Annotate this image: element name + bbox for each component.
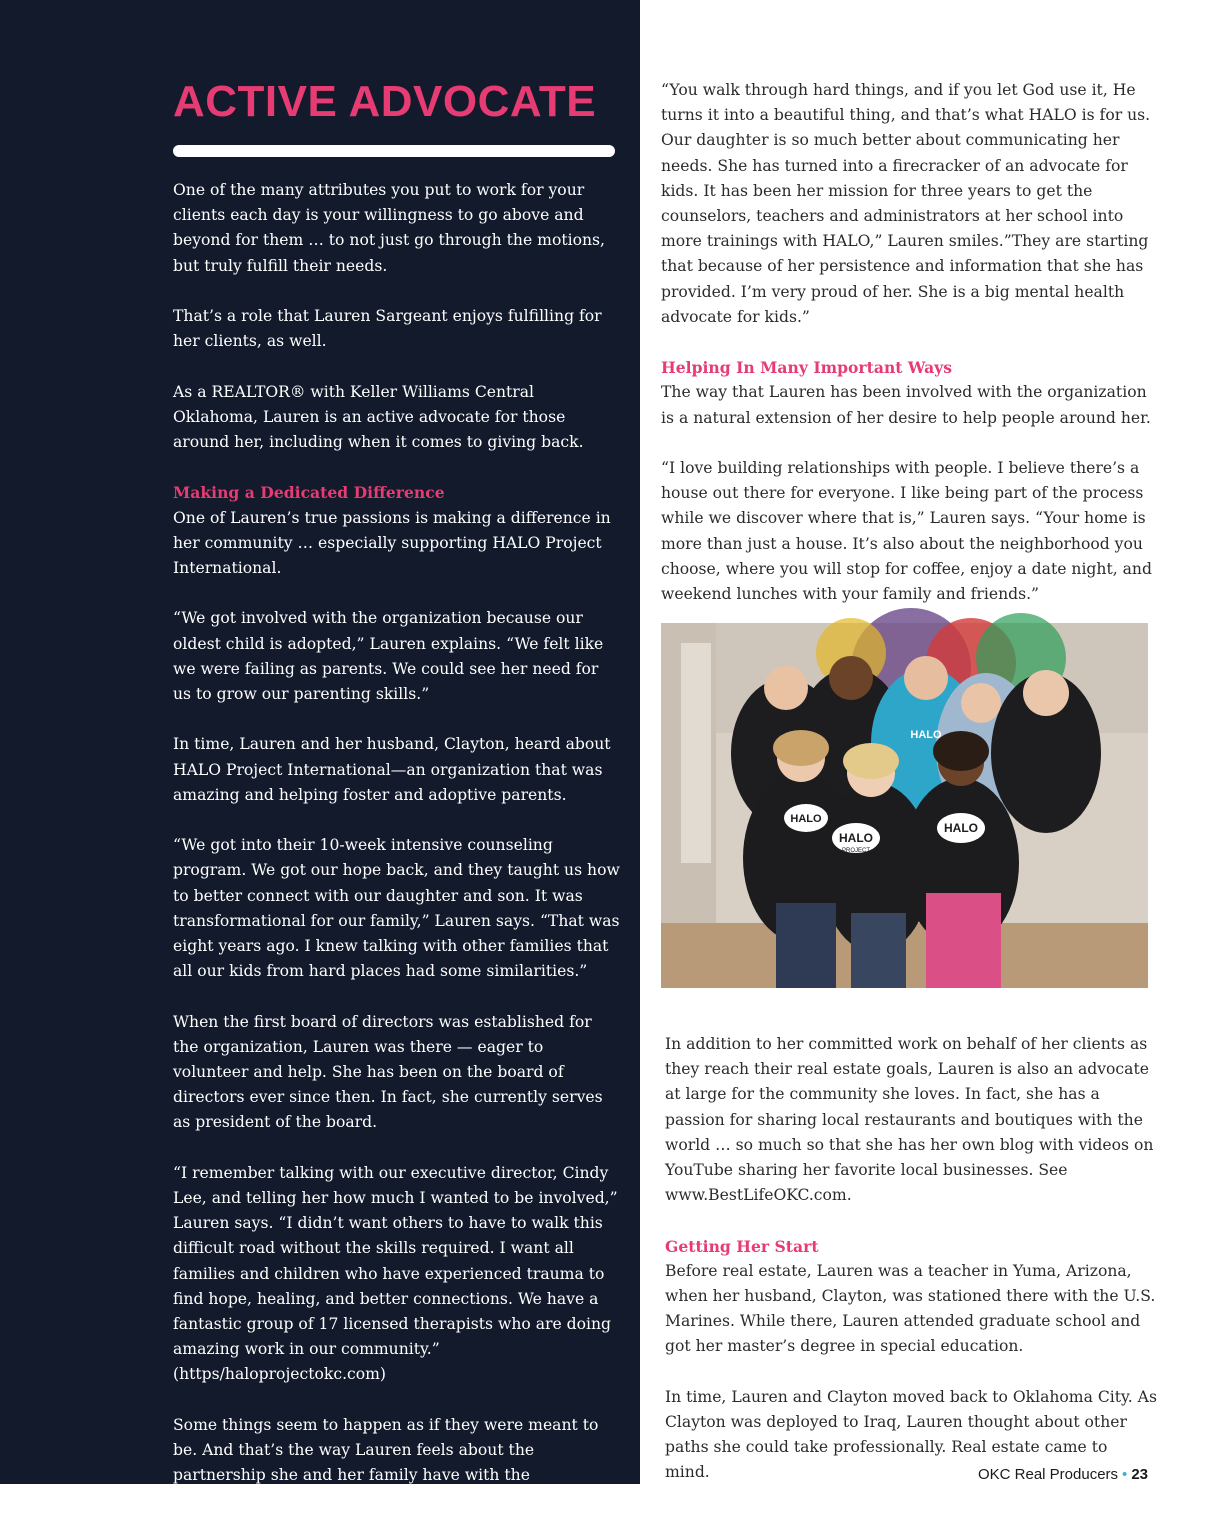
paragraph: One of Lauren’s true passions is making a difference in her community … especially supporting HALO Project International. <box>173 508 611 577</box>
paragraph: “You walk through hard things, and if you let God use it, He turns it into a beautiful thing, and that’s what HALO is for us. Our daughter is so much better about communicating her needs. She has turned into a firecracker of an advocate for kids. It has been her mission for three years to get the counselors, teachers and administrators at her school into more trainings with HALO,” Lauren smiles.”They are starting that because of her persistence and information that she has provided. I’m very proud of her. She is a big mental health advocate for kids.” <box>661 81 1151 326</box>
paragraph: The way that Lauren has been involved with the organization is a natural extension of her desire to help people around her. <box>661 383 1151 427</box>
shirt-logo-text: HALO <box>839 831 873 845</box>
publication-name: OKC Real Producers <box>977 1466 1119 1483</box>
paragraph: When the first board of directors was established for the organization, Lauren was there — eager to volunteer and help. She has been on the board of directors ever since then. In fact, she currently serves as president of the board. <box>173 1012 603 1132</box>
title-underline-bar <box>173 145 615 157</box>
section-heading: Helping In Many Important Ways <box>661 358 953 378</box>
section-heading: Making a Dedicated Difference <box>173 483 445 503</box>
paragraph: Before real estate, Lauren was a teacher in Yuma, Arizona, when her husband, Clayton, was stationed there with the U.S. Marines. While there, Lauren attended graduate school and got her master’s degree in special education. <box>665 1261 1156 1356</box>
shirt-logo-text: HALO <box>944 821 978 835</box>
paragraph: “I love building relationships with people. I believe there’s a house out there for everyone. I like being part of the process while we discover where that is,” Lauren says. “Your home is more than just a house. It’s also about the neighborhood you choose, where you will stop for coffee, enjoy a date night, and weekend lunches with your family and friends.” <box>661 459 1152 604</box>
paragraph: “We got involved with the organization because our oldest child is adopted,” Lauren explains. “We felt like we were failing as parents. We could see her need for us to grow our parenting skills.” <box>173 609 604 703</box>
paragraph: “I remember talking with our executive director, Cindy Lee, and telling her how much I wanted to be involved,” Lauren says. “I didn’t want others to have to walk this difficult road without the skills required. I want all families and children who have experienced trauma to find hope, healing, and better connections. We have a fantastic group of 17 licensed therapists who are doing amazing work in our community.” (https/haloprojectokc.com) <box>173 1163 618 1384</box>
left-column <box>173 178 621 1539</box>
section-heading: Getting Her Start <box>665 1236 819 1256</box>
page-footer <box>978 1466 1148 1483</box>
shirt-sub-text: PROJECT <box>841 848 871 854</box>
paragraph: In time, Lauren and Clayton moved back to Oklahoma City. As Clayton was deployed to Iraq, Lauren thought about other paths she could take professionally. Real estate came to mind. <box>665 1387 1157 1482</box>
shirt-logo-text: HALO <box>790 813 822 825</box>
paragraph: One of the many attributes you put to work for your clients each day is your willingness to go above and beyond for them … to not just go through the motions, but truly fulfill their needs. <box>173 181 605 275</box>
paragraph: In addition to her committed work on behalf of her clients as they reach their real estate goals, Lauren is also an advocate at large for the community she loves. In fact, she has a passion for sharing local restaurants and boutiques with the world … so much so that she has her own blog with videos on YouTube sharing her favorite local businesses. See www.BestLifeOKC.com. <box>665 1035 1154 1205</box>
paragraph: Some things seem to happen as if they were meant to be. And that’s the way Lauren feels about the partnership she and her family have with the organization. <box>173 1415 599 1510</box>
shirt-logo-text: HALO <box>910 729 942 741</box>
group-photo <box>661 623 1148 988</box>
paragraph: That’s a role that Lauren Sargeant enjoys fulfilling for her clients, as well. <box>173 307 602 351</box>
paragraph: In time, Lauren and her husband, Clayton, heard about HALO Project International—an organization that was amazing and helping foster and adoptive parents. <box>173 735 611 804</box>
right-column-bottom <box>665 1032 1157 1511</box>
article-title: ACTIVE ADVOCATE <box>173 77 597 126</box>
group-photo-illustration <box>661 623 1148 988</box>
paragraph: “We got into their 10-week intensive counseling program. We got our hope back, and they taught us how to better connect with our daughter and son. It was transformational for our family,” Lauren says. “That was eight years ago. I knew talking with other families that all our kids from hard places had some similarities.” <box>173 836 620 981</box>
right-column-top <box>661 78 1153 632</box>
footer-separator: • <box>1122 1466 1128 1483</box>
paragraph: As a REALTOR® with Keller Williams Central Oklahoma, Lauren is an active advocate for those around her, including when it comes to giving back. <box>173 382 584 451</box>
page-number: 23 <box>1131 1466 1148 1483</box>
